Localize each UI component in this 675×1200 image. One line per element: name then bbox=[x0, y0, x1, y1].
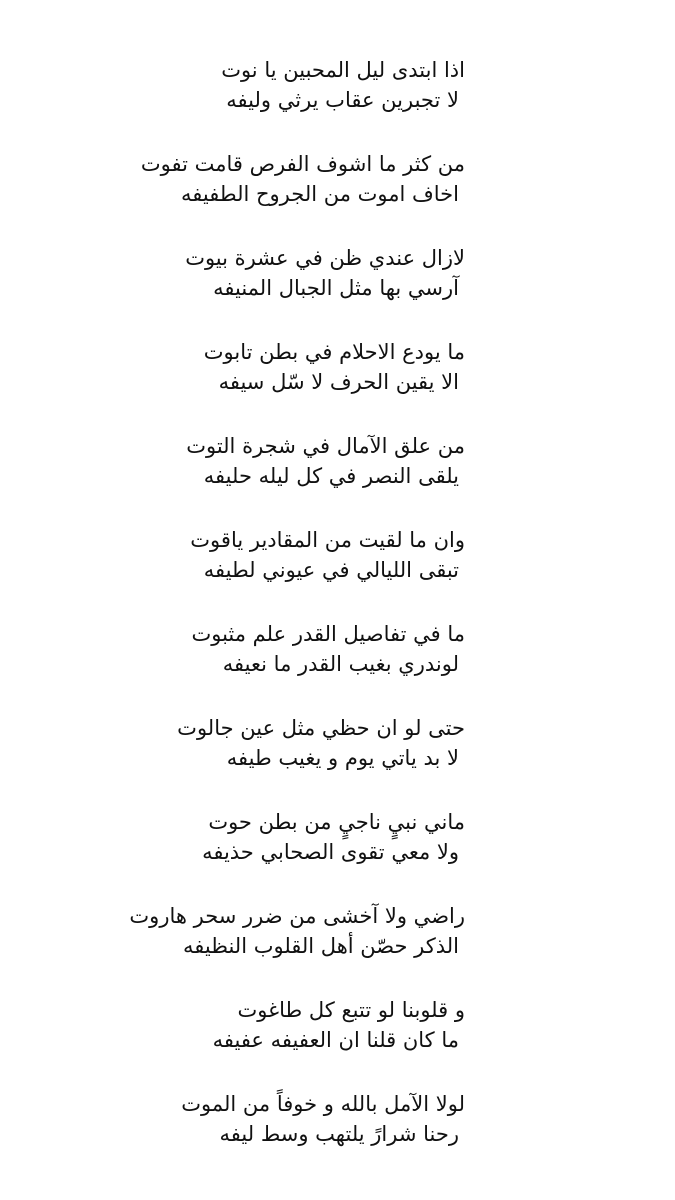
verse-line: لولا الآمل بالله و خوفاً من الموت bbox=[181, 1092, 465, 1116]
stanza-6 bbox=[0, 525, 675, 619]
verse-line: ما يودع الاحلام في بطن تابوت bbox=[203, 340, 465, 364]
stanza-4 bbox=[0, 337, 675, 431]
stanza-12 bbox=[0, 1089, 675, 1183]
verse-line: الا يقين الحرف لا سّل سيفه bbox=[218, 370, 459, 394]
stanza-8 bbox=[0, 713, 675, 807]
verse-line: تبقى الليالي في عيوني لطيفه bbox=[203, 558, 459, 582]
verse-line: اذا ابتدى ليل المحبين يا نوت bbox=[221, 58, 465, 82]
verse-line: رحنا شرارً يلتهب وسط ليفه bbox=[219, 1122, 459, 1146]
stanza-9 bbox=[0, 807, 675, 901]
verse-line: ما كان قلنا ان العفيفه عفيفه bbox=[212, 1028, 459, 1052]
verse-line: لا بد ياتي يوم و يغيب طيفه bbox=[226, 746, 459, 770]
stanza-3 bbox=[0, 243, 675, 337]
verse-line: اخاف اموت من الجروح الطفيفه bbox=[181, 182, 459, 206]
stanza-11 bbox=[0, 995, 675, 1089]
verse-line: آرسي بها مثل الجبال المنيفه bbox=[213, 276, 459, 300]
stanza-10 bbox=[0, 901, 675, 995]
verse-line: يلقى النصر في كل ليله حليفه bbox=[203, 464, 459, 488]
verse-line: لوندري بغيب القدر ما نعيفه bbox=[222, 652, 459, 676]
verse-line: لازال عندي ظن في عشرة بيوت bbox=[185, 246, 465, 270]
verse-line: حتى لو ان حظي مثل عين جالوت bbox=[177, 716, 465, 740]
stanza-5 bbox=[0, 431, 675, 525]
verse-line: لا تجبرين عقاب يرثي وليفه bbox=[226, 88, 459, 112]
stanza-7 bbox=[0, 619, 675, 713]
poem bbox=[0, 55, 675, 1183]
stanza-1 bbox=[0, 55, 675, 149]
verse-line: من علق الآمال في شجرة التوت bbox=[186, 434, 465, 458]
verse-line: راضي ولا آخشى من ضرر سحر هاروت bbox=[129, 904, 465, 928]
stanza-2 bbox=[0, 149, 675, 243]
verse-line: ولا معي تقوى الصحابي حذيفه bbox=[202, 840, 459, 864]
verse-line: الذكر حصّن أهل القلوب النظيفه bbox=[183, 934, 459, 958]
verse-line: من كثر ما اشوف الفرص قامت تفوت bbox=[140, 152, 465, 176]
verse-line: وان ما لقيت من المقادير ياقوت bbox=[190, 528, 465, 552]
verse-line: و قلوبنا لو تتبع كل طاغوت bbox=[237, 998, 465, 1022]
verse-line: ما في تفاصيل القدر علم مثبوت bbox=[191, 622, 465, 646]
verse-line: ماني نبيٍ ناجيٍ من بطن حوت bbox=[208, 810, 465, 834]
